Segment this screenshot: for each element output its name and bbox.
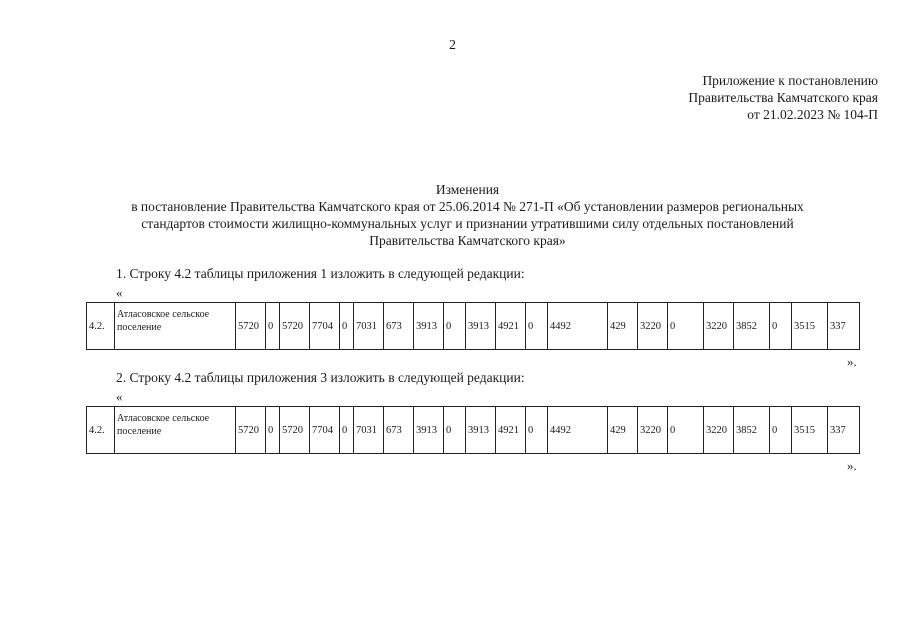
item-1-close-quote: ». <box>847 354 857 369</box>
item-1-table <box>86 302 860 350</box>
item-2-text: 2. Строку 4.2 таблицы приложения 3 изложить в следующей редакции: <box>116 370 525 385</box>
title-line-2: в постановление Правительства Камчатского края от 25.06.2014 № 271-П «Об установлении размеров региональных <box>131 199 804 214</box>
table-cell: 0 <box>266 303 280 350</box>
document-title <box>60 181 875 249</box>
table-cell: 7031 <box>354 303 384 350</box>
appendix-header <box>688 72 878 123</box>
table-cell: 3913 <box>466 303 496 350</box>
table-cell: 5720 <box>280 407 310 454</box>
appendix-line-3: от 21.02.2023 № 104-П <box>747 107 878 122</box>
table-cell: 0 <box>526 303 548 350</box>
row-number: 4.2. <box>87 407 115 454</box>
table-cell: 0 <box>444 407 466 454</box>
table-cell: 3913 <box>414 303 444 350</box>
table-cell: 337 <box>828 407 860 454</box>
item-1-text: 1. Строку 4.2 таблицы приложения 1 изложить в следующей редакции: <box>116 266 525 281</box>
table-cell: 0 <box>770 407 792 454</box>
table-cell: 3515 <box>792 407 828 454</box>
table-cell: 3913 <box>466 407 496 454</box>
table-cell: 0 <box>668 407 704 454</box>
table-row <box>87 303 860 350</box>
table-cell: 3913 <box>414 407 444 454</box>
item-2-open-quote: « <box>116 389 123 404</box>
table-cell: 673 <box>384 303 414 350</box>
table-cell: 3220 <box>638 407 668 454</box>
table-cell: 5720 <box>280 303 310 350</box>
item-2-close-quote: ». <box>847 458 857 473</box>
table-cell: 3220 <box>638 303 668 350</box>
appendix-line-2: Правительства Камчатского края <box>688 90 878 105</box>
table-cell: 3220 <box>704 303 734 350</box>
table-row <box>87 407 860 454</box>
table-cell: 0 <box>340 407 354 454</box>
table-cell: 7031 <box>354 407 384 454</box>
table-cell: 673 <box>384 407 414 454</box>
table-cell: 0 <box>770 303 792 350</box>
table-cell: 5720 <box>236 407 266 454</box>
table-cell: 3220 <box>704 407 734 454</box>
table-cell: 4492 <box>548 407 608 454</box>
row-number: 4.2. <box>87 303 115 350</box>
table-cell: 4921 <box>496 407 526 454</box>
row-name: Атласовское сельское поселение <box>115 407 236 454</box>
table-cell: 337 <box>828 303 860 350</box>
appendix-line-1: Приложение к постановлению <box>702 73 878 88</box>
table-cell: 0 <box>526 407 548 454</box>
table-cell: 0 <box>444 303 466 350</box>
table-cell: 5720 <box>236 303 266 350</box>
table-cell: 4492 <box>548 303 608 350</box>
table-cell: 3852 <box>734 303 770 350</box>
item-1-open-quote: « <box>116 285 123 300</box>
item-2-table <box>86 406 860 454</box>
table-cell: 429 <box>608 303 638 350</box>
page-number: 2 <box>449 38 456 53</box>
table-cell: 7704 <box>310 303 340 350</box>
table-cell: 4921 <box>496 303 526 350</box>
row-name: Атласовское сельское поселение <box>115 303 236 350</box>
table-cell: 429 <box>608 407 638 454</box>
table-cell: 0 <box>266 407 280 454</box>
table-cell: 0 <box>668 303 704 350</box>
table-cell: 0 <box>340 303 354 350</box>
title-line-3: стандартов стоимости жилищно-коммунальных услуг и признании утратившими силу отдельных постановлений <box>141 216 794 231</box>
table-cell: 3852 <box>734 407 770 454</box>
table-cell: 7704 <box>310 407 340 454</box>
table-cell: 3515 <box>792 303 828 350</box>
title-line-1: Изменения <box>435 182 500 197</box>
title-line-4: Правительства Камчатского края» <box>369 233 566 248</box>
